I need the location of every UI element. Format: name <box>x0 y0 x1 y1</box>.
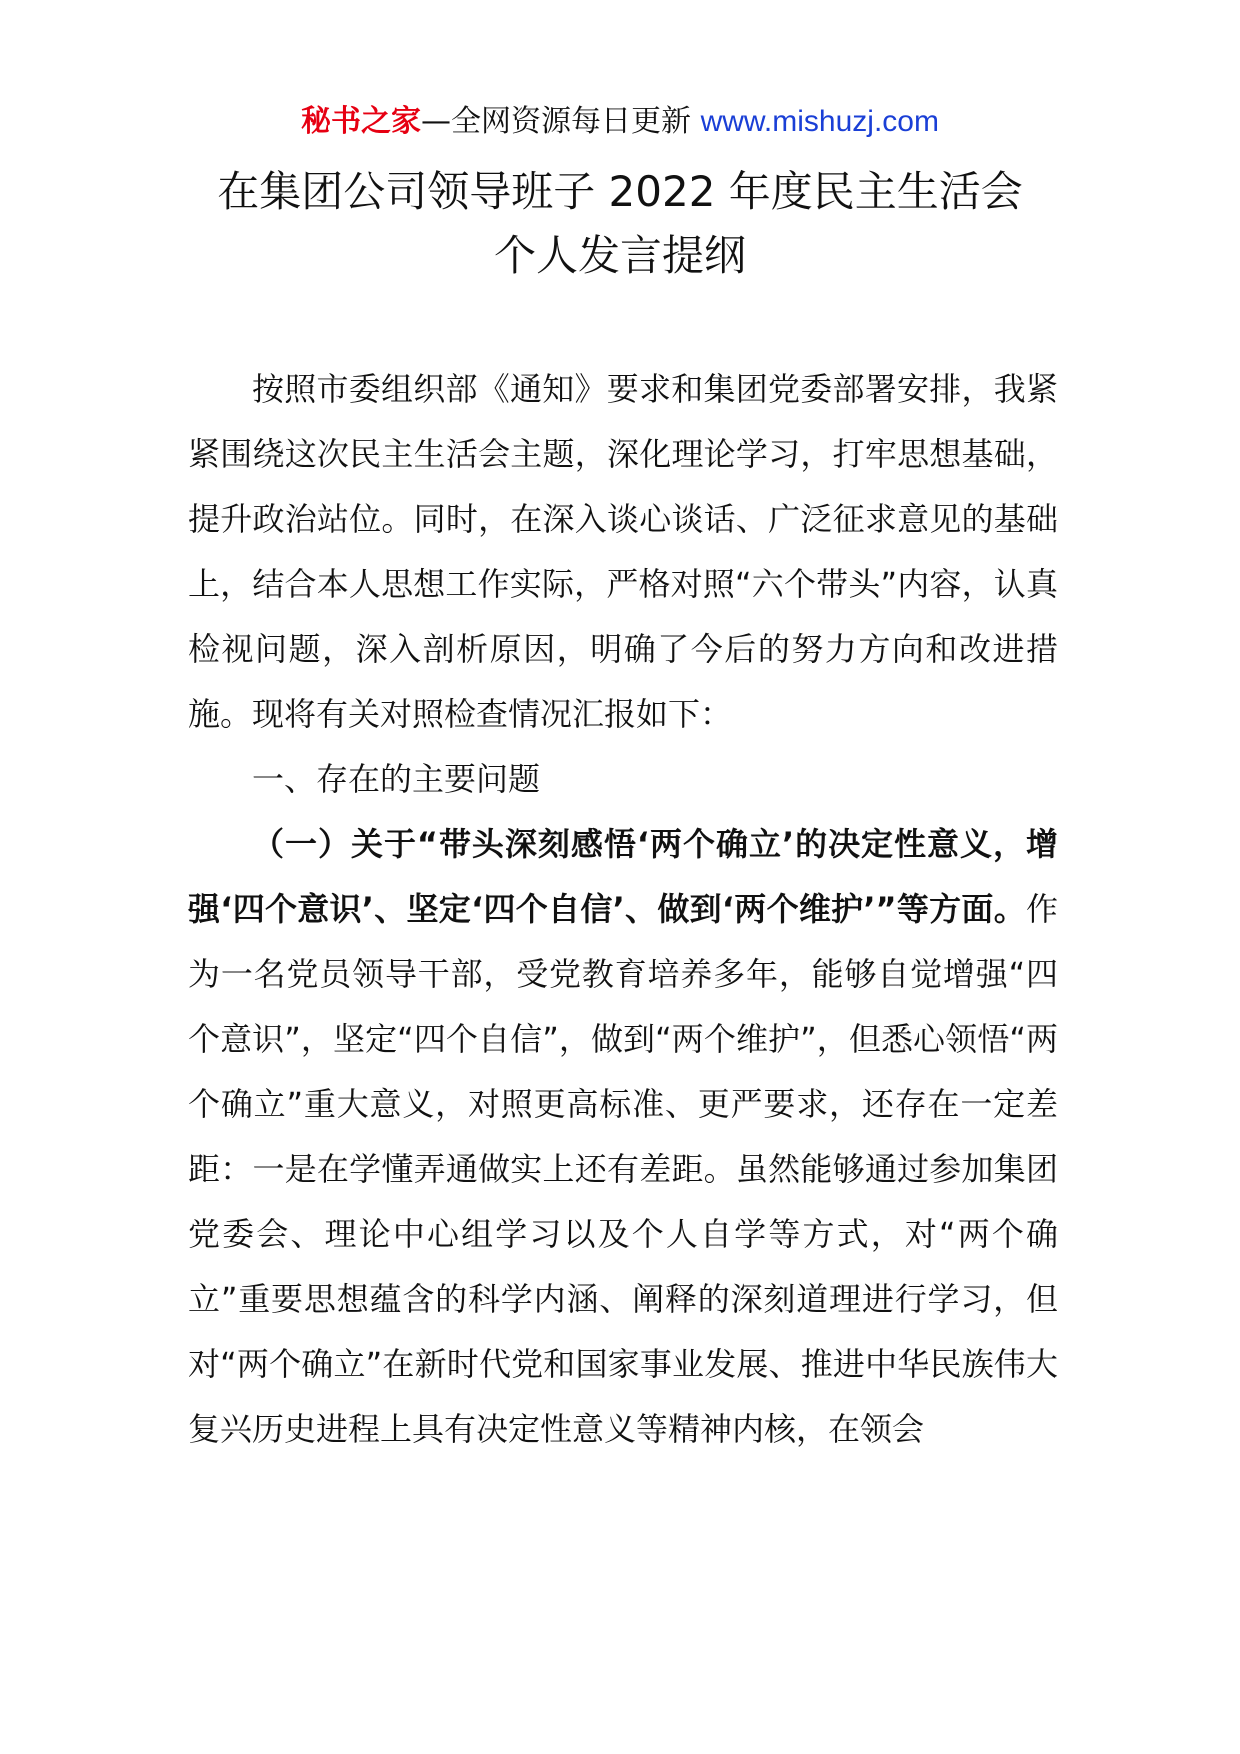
document-body <box>188 357 1058 1462</box>
site-header <box>0 100 1240 144</box>
subsection-text: 作为一名党员领导干部，受党教育培养多年，能够自觉增强“四个意识”，坚定“四个自信”，做到“两个维护”，但悉心领悟“两个确立”重大意义，对照更高标准、更严要求，还存在一定差距：一是在学懂弄通做实上还有差距。虽然能够通过参加集团党委会、理论中心组学习以及个人自学等方式，对“两个确立”重要思想蕴含的科学内涵、阐释的深刻道理进行学习，但对“两个确立”在新时代党和国家事业发展、推进中华民族伟大复兴历史进程上具有决定性意义等精神内核，在领会 <box>188 890 1058 1448</box>
intro-paragraph: 按照市委组织部《通知》要求和集团党委部署安排，我紧紧围绕这次民主生活会主题，深化理论学习，打牢思想基础，提升政治站位。同时，在深入谈心谈话、广泛征求意见的基础上，结合本人思想工作实际，严格对照“六个带头”内容，认真检视问题，深入剖析原因，明确了今后的努力方向和改进措施。现将有关对照检查情况汇报如下： <box>188 370 1058 733</box>
site-url-link[interactable]: www.mishuzj.com <box>700 105 939 138</box>
section-heading: 一、存在的主要问题 <box>252 760 541 798</box>
document-title-line-1: 在集团公司领导班子 2022 年度民主生活会 <box>217 167 1023 216</box>
document-title-line-2: 个人发言提纲 <box>493 231 746 280</box>
subsection-heading: （一）关于“带头深刻感悟‘两个确立’的决定性意义，增强‘四个意识’、坚定‘四个自信’、做到‘两个维护’”等方面。 <box>188 825 1058 928</box>
subsection-paragraph <box>188 812 1058 1462</box>
site-brand: 秘书之家 <box>301 104 422 139</box>
document-title <box>60 160 1180 288</box>
site-tagline: —全网资源每日更新 <box>421 104 701 139</box>
